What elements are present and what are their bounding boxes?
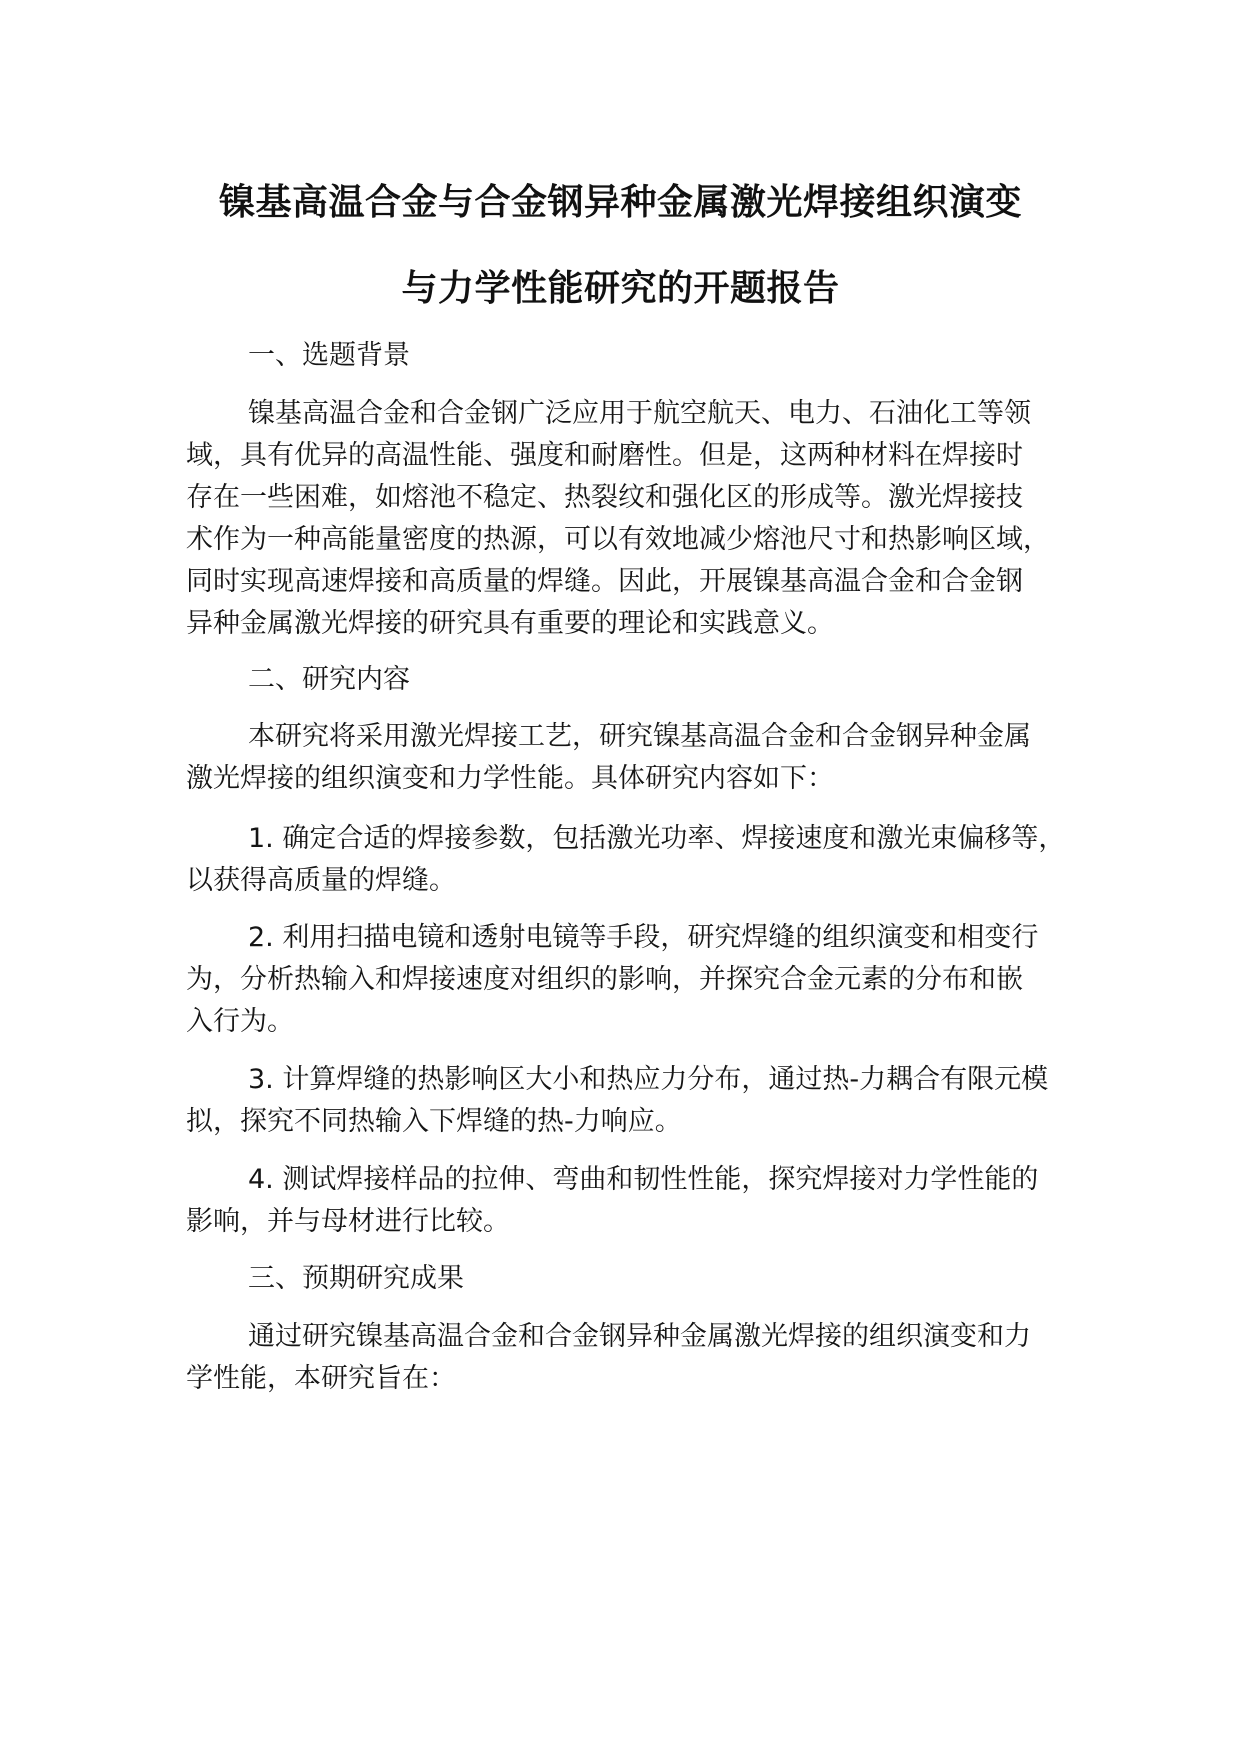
list-item-line: 3. 计算焊缝的热影响区大小和热应力分布，通过热-力耦合有限元模 [248, 1064, 1049, 1095]
list-item-line: 2. 利用扫描电镜和透射电镜等手段，研究焊缝的组织演变和相变行 [248, 922, 1039, 953]
list-item-line: 4. 测试焊接样品的拉伸、弯曲和韧性性能，探究焊接对力学性能的 [248, 1164, 1039, 1195]
document-title-line-1: 镍基高温合金与合金钢异种金属激光焊接组织演变 [218, 182, 1022, 223]
paragraph-line: 存在一些困难，如熔池不稳定、热裂纹和强化区的形成等。激光焊接技 [186, 482, 1023, 513]
section-heading-results: 三、预期研究成果 [248, 1263, 464, 1294]
list-item-line: 为，分析热输入和焊接速度对组织的影响，并探究合金元素的分布和嵌 [186, 964, 1023, 995]
paragraph-line: 术作为一种高能量密度的热源，可以有效地减少熔池尺寸和热影响区域， [186, 524, 1050, 555]
paragraph-line: 本研究将采用激光焊接工艺，研究镍基高温合金和合金钢异种金属 [248, 721, 1031, 752]
list-item-line: 影响，并与母材进行比较。 [186, 1206, 510, 1237]
list-item-line: 入行为。 [186, 1006, 294, 1037]
paragraph-line: 通过研究镍基高温合金和合金钢异种金属激光焊接的组织演变和力 [248, 1321, 1031, 1352]
paragraph-line: 域，具有优异的高温性能、强度和耐磨性。但是，这两种材料在焊接时 [186, 440, 1023, 471]
document-title-line-2: 与力学性能研究的开题报告 [401, 268, 840, 309]
paragraph-line: 异种金属激光焊接的研究具有重要的理论和实践意义。 [186, 608, 834, 639]
section-heading-content: 二、研究内容 [248, 664, 410, 695]
list-item-line: 拟，探究不同热输入下焊缝的热-力响应。 [186, 1106, 682, 1137]
paragraph-line: 镍基高温合金和合金钢广泛应用于航空航天、电力、石油化工等领 [248, 398, 1031, 429]
list-item-line: 1. 确定合适的焊接参数，包括激光功率、焊接速度和激光束偏移等， [248, 823, 1066, 854]
list-item-line: 以获得高质量的焊缝。 [186, 865, 456, 896]
paragraph-line: 同时实现高速焊接和高质量的焊缝。因此，开展镍基高温合金和合金钢 [186, 566, 1023, 597]
paragraph-line: 学性能，本研究旨在： [186, 1363, 456, 1394]
paragraph-line: 激光焊接的组织演变和力学性能。具体研究内容如下： [186, 763, 834, 794]
section-heading-background: 一、选题背景 [248, 340, 410, 371]
